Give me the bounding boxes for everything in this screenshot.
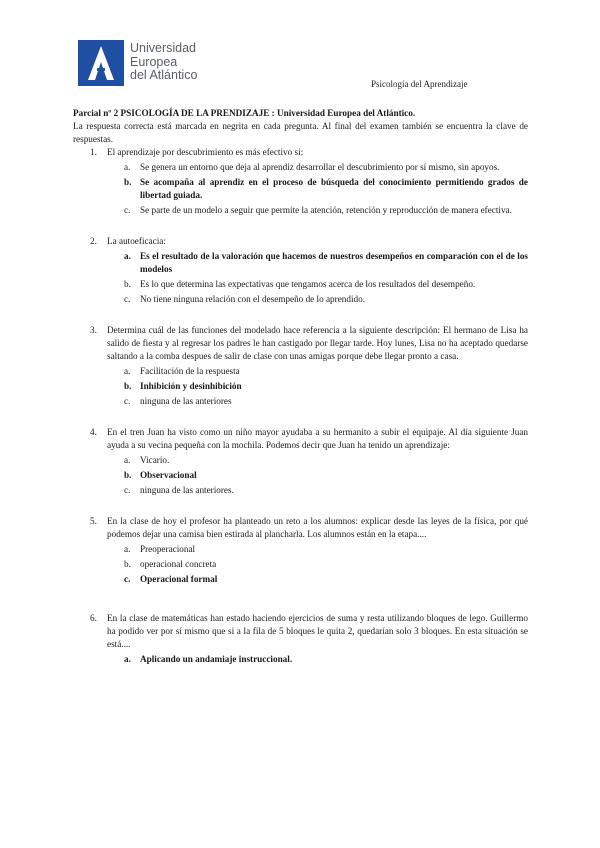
option-list: [107, 365, 528, 408]
question-number: 6.: [90, 613, 97, 623]
option-a: [107, 454, 528, 467]
option-a-correct: [107, 653, 528, 666]
option-letter: b.: [124, 177, 132, 187]
option-text: ninguna de las anteriores: [140, 396, 232, 406]
logo-line-2: Europea: [130, 54, 178, 69]
option-list: [107, 161, 528, 217]
question-text: Determina cuál de las funciones del modelado hace referencia a la siguiente descripción: El hermano de Lisa ha salido de fiesta y al regresar los padres le han castigado por llegar tarde. Hoy lunes, Lisa no ha aceptado quedarse saltando a la comba despues de salir de clase con unas amigas porque debe llegar pronto a casa.: [107, 325, 528, 361]
option-letter: c.: [124, 574, 131, 584]
option-text: Observacional: [140, 470, 197, 480]
option-list: [107, 653, 528, 666]
option-text: Vicario.: [140, 455, 170, 465]
question-number: 2.: [90, 236, 97, 246]
question-text: En la clase de matemáticas han estado haciendo ejercicios de suma y resta utilizando bloques de lego. Guillermo ha podido ver por sí mismo que si a la fila de 5 bloques le quita 2, quedarían solo 3 bloques. En esta situación se está....: [107, 613, 528, 649]
question-3: [73, 324, 528, 408]
option-b-correct: [107, 380, 528, 393]
option-letter: a.: [124, 162, 131, 172]
question-text: El aprendizaje por descubrimiento es más efectivo si:: [107, 147, 304, 157]
logo-line-1: Universidad: [130, 41, 197, 55]
option-letter: c.: [124, 485, 131, 495]
option-list: [107, 543, 528, 586]
question-text: La autoeficacia:: [107, 236, 166, 246]
option-c: [107, 204, 528, 217]
option-a: [107, 365, 528, 378]
question-list: [73, 146, 528, 666]
option-text: Se parte de un modelo a seguir que permite la atención, retención y reproducción de manera efectiva.: [140, 205, 512, 215]
option-list: [107, 250, 528, 306]
option-letter: a.: [124, 455, 131, 465]
exam-intro: La respuesta correcta está marcada en negrita en cada pregunta. Al final del examen también se encuentra la clave de respuestas.: [73, 121, 528, 144]
question-number: 5.: [90, 516, 97, 526]
question-5: [73, 515, 528, 586]
option-letter: b.: [124, 279, 131, 289]
option-letter: b.: [124, 559, 131, 569]
option-c: [107, 395, 528, 408]
question-1: [73, 146, 528, 217]
option-list: [107, 454, 528, 497]
option-letter: b.: [124, 470, 132, 480]
option-text: Aplicando un andamiaje instruccional.: [140, 654, 293, 664]
option-c: [107, 484, 528, 497]
question-2: [73, 235, 528, 306]
option-text: Operacional formal: [140, 574, 218, 584]
option-text: No tiene ninguna relación con el desempeño de lo aprendido.: [140, 294, 366, 304]
question-text: En el tren Juan ha visto como un niño mayor ayudaba a su hermanito a subir el equipaje. Al día siguiente Juan ayuda a su vecina pequeña con la mochila. Podemos decir que Juan ha tenido un aprendizaje:: [107, 427, 528, 450]
question-text: En la clase de hoy el profesor ha planteado un reto a los alumnos: explicar desde las leyes de la física, por qué podemos dejar una camisa bien estirada al plancharla. Los alumnos están en la etapa....: [107, 516, 528, 539]
option-b-correct: [107, 176, 528, 202]
option-text: Inhibición y desinhibición: [140, 381, 242, 391]
logo-line-3: del Atlántico: [130, 68, 198, 82]
option-text: ninguna de las anteriores.: [140, 485, 234, 495]
option-letter: c.: [124, 294, 131, 304]
question-number: 4.: [90, 427, 97, 437]
question-number: 1.: [90, 147, 97, 157]
logo-wordmark: [130, 42, 197, 83]
option-letter: c.: [124, 205, 131, 215]
option-letter: c.: [124, 396, 131, 406]
option-text: operacional concreta: [140, 559, 217, 569]
option-letter: a.: [124, 251, 131, 261]
question-4: [73, 426, 528, 497]
exam-body: [73, 107, 528, 668]
option-text: Es el resultado de la valoración que hacemos de nuestros desempeños en comparación con el de los modelos: [140, 251, 528, 274]
option-letter: a.: [124, 544, 131, 554]
question-number: 3.: [90, 325, 97, 335]
option-a-correct: [107, 250, 528, 276]
option-text: Facilitación de la respuesta: [140, 366, 240, 376]
university-logo: [78, 40, 218, 86]
option-b-correct: [107, 469, 528, 482]
option-a: [107, 161, 528, 174]
option-letter: a.: [124, 654, 131, 664]
option-text: Se acompaña al aprendiz en el proceso de búsqueda del conocimiento permitiendo grados de libertad guiada.: [140, 177, 528, 200]
question-6: [73, 612, 528, 666]
option-b: [107, 558, 528, 571]
option-c: [107, 293, 528, 306]
exam-title: Parcial nº 2 PSICOLOGÍA DE LA PRENDIZAJE : Universidad Europea del Atlántico.: [73, 108, 416, 118]
option-text: Es lo que determina las expectativas que tengamos acerca de los resultados del desempeño.: [140, 279, 476, 289]
option-text: Preoperacional: [140, 544, 196, 554]
option-letter: a.: [124, 366, 131, 376]
option-a: [107, 543, 528, 556]
letter-a-logo-icon: [78, 40, 124, 86]
option-letter: b.: [124, 381, 132, 391]
option-c-correct: [107, 573, 528, 586]
option-b: [107, 278, 528, 291]
option-text: Se genera un entorno que deja al aprendiz desarrollar el descubrimiento por sí mismo, sin apoyos.: [140, 162, 500, 172]
header-course-name: Psicología del Aprendizaje: [371, 79, 468, 89]
